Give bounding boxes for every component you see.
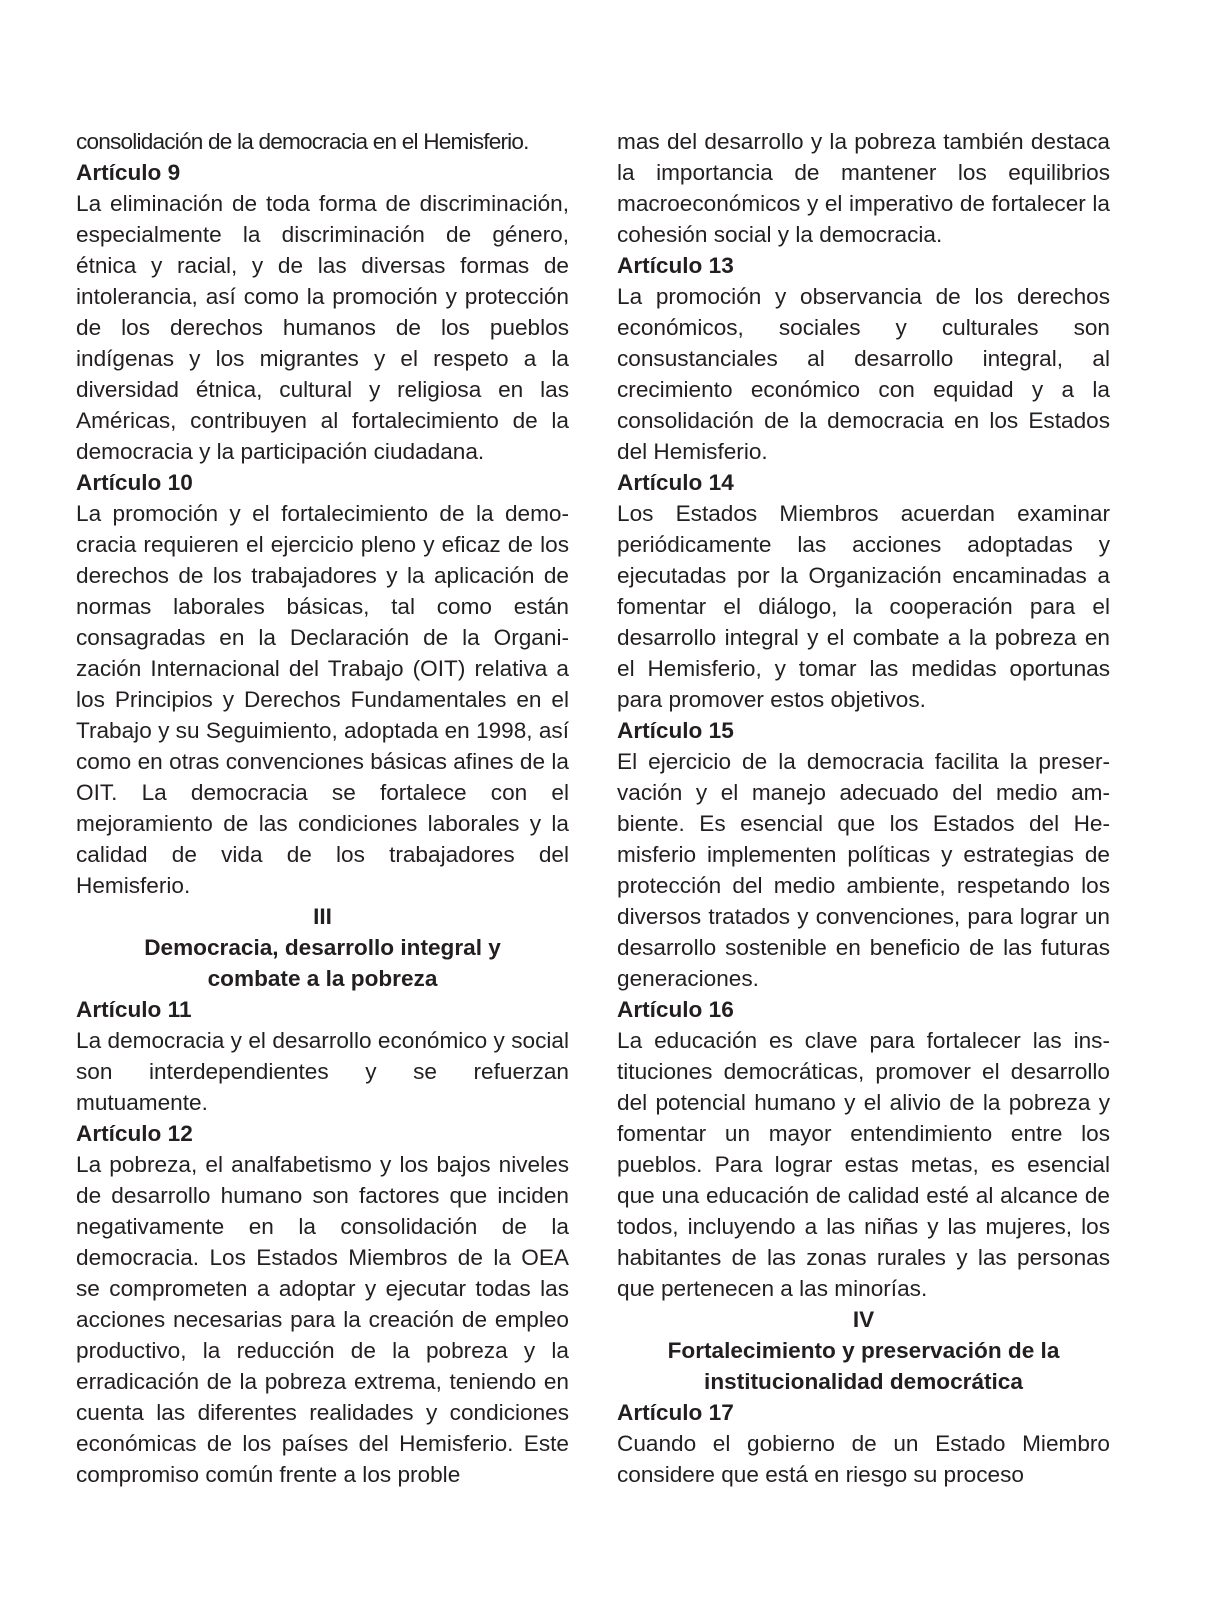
article-12-text: La pobreza, el analfabetismo y los bajos niveles de desarrollo humano son factores que inciden negativamente en la consolidación de la democracia. Los Estados Miembros de la OEA se comprometen a adoptar y ejecutar todas las acciones necesarias para la creación de empleo productivo, la reducción de la pobreza y la erradicación de la pobreza extrema, teniendo en cuenta las diferentes realidades y condiciones económicas de los países del Hemisferio. Este compromiso común frente a los proble	[76, 1152, 569, 1487]
article-13-text: La promoción y observancia de los derechos económicos, sociales y culturales son consustanciales al desarrollo integral, al crecimiento económico con equidad y a la consolidación de la democracia en los Estados del Hemisferio.	[617, 284, 1110, 464]
article-17-heading: Artículo 17	[617, 1400, 734, 1425]
left-column	[76, 126, 569, 1490]
article-17-text: Cuando el gobierno de un Estado Miembro considere que está en riesgo su proceso	[617, 1431, 1110, 1487]
document-page	[76, 126, 1110, 1490]
chapter-4-title-line-1: Fortalecimiento y preservación de la	[667, 1338, 1060, 1363]
chapter-3-title-line-2: combate a la pobreza	[207, 966, 438, 991]
article-10-text: La promoción y el fortalecimiento de la democracia requieren el ejercicio pleno y eficaz de los derechos de los trabajadores y la aplicación de normas laborales básicas, tal como están consagradas en la Declaración de la Organización Internacional del Trabajo (OIT) relativa a los Principios y Derechos Fundamentales en el Trabajo y su Seguimiento, adoptada en 1998, así como en otras convenciones básicas afines de la OIT. La democracia se fortalece con el mejoramiento de las condiciones laborales y la calidad de vida de los trabajadores del Hemisferio.	[76, 501, 569, 898]
article-15-text: El ejercicio de la democracia facilita la preservación y el manejo adecuado del medio ambiente. Es esencial que los Estados del Hemisferio implementen políticas y estrategias de protección del medio ambiente, respetando los diversos tratados y convenciones, para lograr un desarrollo sostenible en beneficio de las futuras generaciones.	[617, 749, 1110, 991]
chapter-3-number: III	[313, 904, 332, 929]
article-11-text: La democracia y el desarrollo económico y social son interdependientes y se refuerzan mutuamente.	[76, 1028, 569, 1115]
chapter-4-title-line-2: institucionalidad democrática	[704, 1369, 1023, 1394]
article-11-heading: Artículo 11	[76, 997, 192, 1022]
article-14-heading: Artículo 14	[617, 470, 734, 495]
article-15-heading: Artículo 15	[617, 718, 734, 743]
article-12-heading: Artículo 12	[76, 1121, 193, 1146]
article-12-continuation: mas del desarrollo y la pobreza también destaca la importancia de mantener los equilibrios macroeconómicos y el imperativo de fortalecer la cohesión social y la democracia.	[617, 129, 1110, 247]
chapter-3-title-line-1: Democracia, desarrollo integral y	[144, 935, 501, 960]
article-9-text: La eliminación de toda forma de discriminación, especialmente la discriminación de género, étnica y racial, y de las diversas formas de intolerancia, así como la promoción y protección de los derechos humanos de los pueblos indígenas y los migrantes y el respeto a la diversidad étnica, cultural y religiosa en las Américas, contribuyen al fortalecimiento de la democracia y la participación ciudadana.	[76, 191, 569, 464]
article-14-text: Los Estados Miembros acuerdan examinar periódicamente las acciones adoptadas y ejecutadas por la Organización encaminadas a fomentar el diálogo, la cooperación para el desarrollo integral y el combate a la pobreza en el Hemisferio, y tomar las medidas oportunas para promover estos objetivos.	[617, 501, 1110, 712]
article-10-heading: Artículo 10	[76, 470, 193, 495]
article-13-heading: Artículo 13	[617, 253, 734, 278]
right-column	[617, 126, 1110, 1490]
chapter-4-number: IV	[852, 1307, 875, 1332]
intro-tail-paragraph: consolidación de la democracia en el Hemisferio.	[76, 129, 529, 154]
article-16-heading: Artículo 16	[617, 997, 734, 1022]
article-9-heading: Artículo 9	[76, 160, 181, 185]
article-16-text: La educación es clave para fortalecer las instituciones democráticas, promover el desarrollo del potencial humano y el alivio de la pobreza y fomentar un mayor entendimiento entre los pueblos. Para lograr estas metas, es esencial que una educación de calidad esté al alcance de todos, incluyendo a las niñas y las mujeres, los habitantes de las zonas rurales y las personas que pertenecen a las minorías.	[617, 1028, 1110, 1301]
